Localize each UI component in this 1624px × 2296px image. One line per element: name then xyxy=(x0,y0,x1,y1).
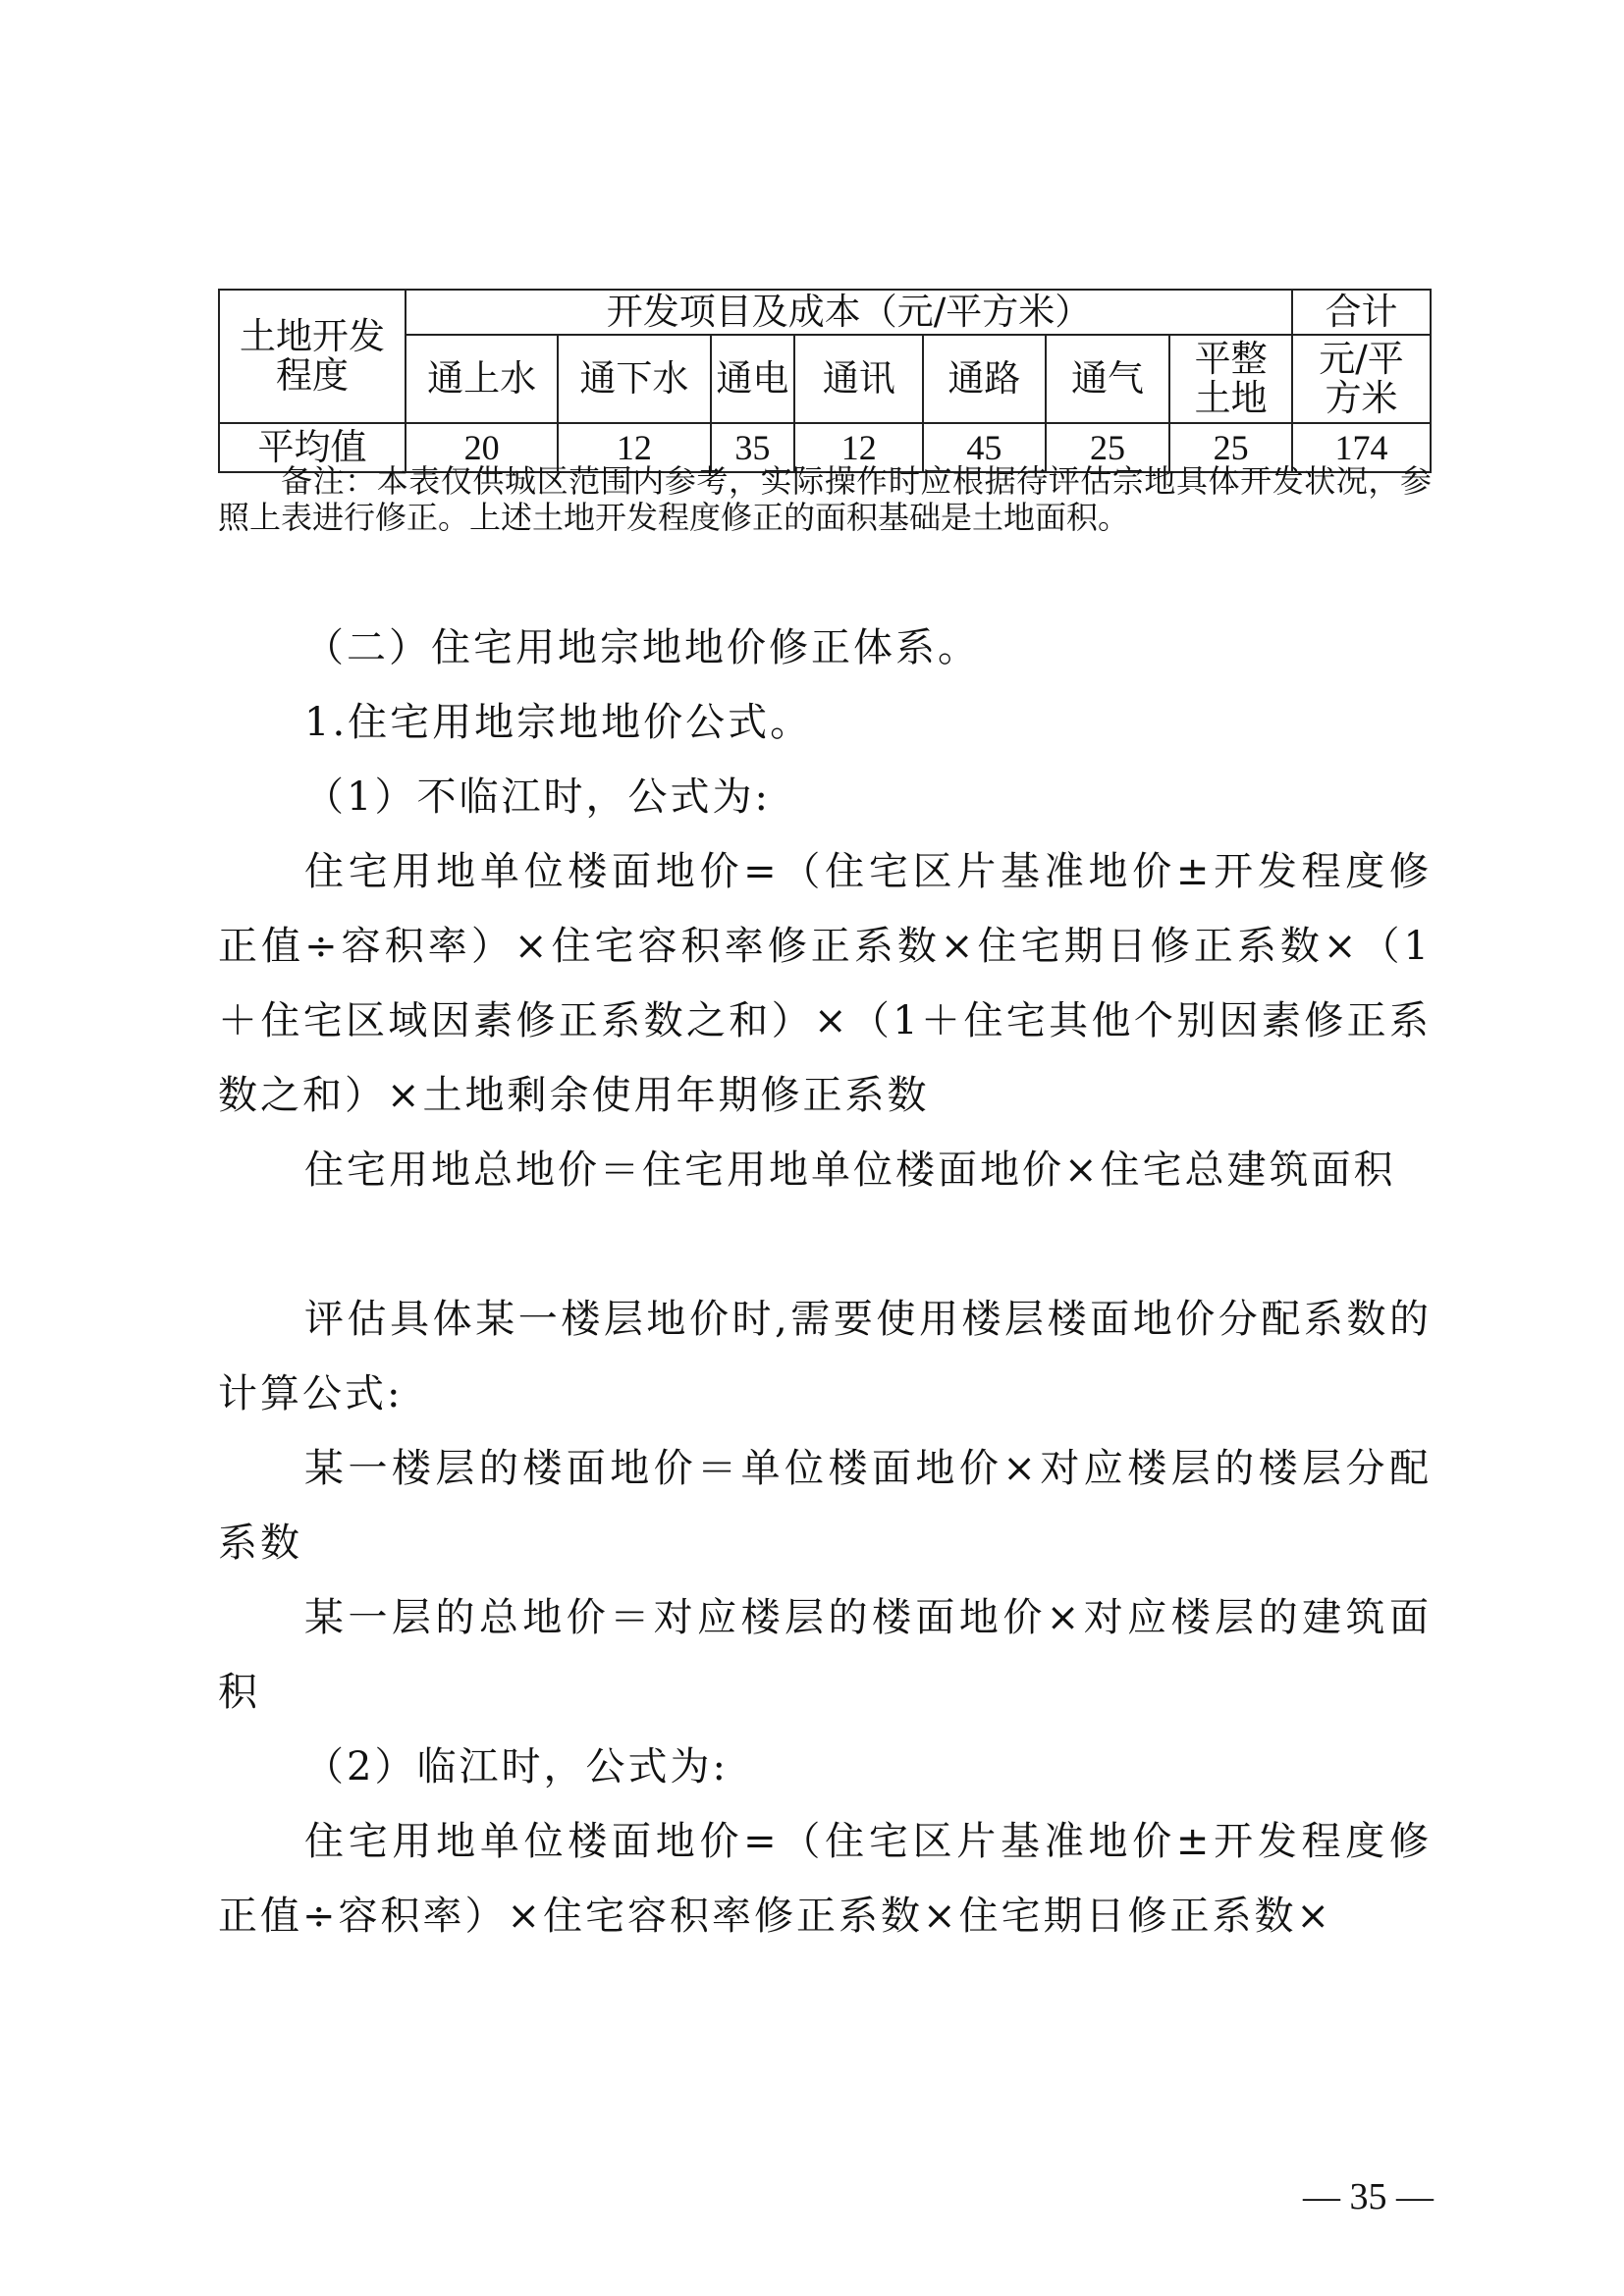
column-header-cell xyxy=(1169,335,1292,423)
formula-unit-floor-price-riverside: 住宅用地单位楼面地价=（住宅区片基准地价±开发程度修正值÷容积率）×住宅容积率修正系数×住宅期日修正系数× xyxy=(218,1819,1432,1939)
avg-value-cell: 45 xyxy=(923,423,1046,472)
row-header-cell xyxy=(219,290,406,423)
column-header: 通电 xyxy=(711,335,795,423)
table-note: 备注：本表仅供城区范围内参考，实际操作时应根据待评估宗地具体开发状况，参照上表进行修正。上述土地开发程度修正的面积基础是土地面积。 xyxy=(218,462,1432,536)
formula-floor-total-price: 某一层的总地价＝对应楼层的楼面地价×对应楼层的建筑面积 xyxy=(218,1595,1432,1715)
avg-value-cell: 12 xyxy=(794,423,923,472)
development-cost-table xyxy=(218,289,1432,473)
subsection-heading: 1.住宅用地宗地地价公式。 xyxy=(304,700,813,745)
case-heading-not-riverside: （1）不临江时，公式为: xyxy=(304,774,771,820)
section-heading: （二）住宅用地宗地地价修正体系。 xyxy=(304,625,980,670)
floor-price-intro: 评估具体某一楼层地价时,需要使用楼层楼面地价分配系数的计算公式: xyxy=(218,1297,1432,1416)
total-unit-cell xyxy=(1292,335,1431,423)
column-header: 通讯 xyxy=(794,335,923,423)
column-header: 平整土地 xyxy=(1194,338,1268,419)
column-header: 通上水 xyxy=(406,335,558,423)
column-header: 通气 xyxy=(1046,335,1170,423)
avg-value-cell: 12 xyxy=(558,423,710,472)
case-heading-riverside: （2）临江时，公式为: xyxy=(304,1744,729,1789)
column-header: 通下水 xyxy=(558,335,710,423)
group-header-cell: 开发项目及成本（元/平方米） xyxy=(406,290,1292,335)
avg-value-cell: 25 xyxy=(1169,423,1292,472)
column-header: 通路 xyxy=(923,335,1046,423)
avg-value-cell: 20 xyxy=(406,423,558,472)
total-unit-label: 元/平方米 xyxy=(1319,338,1404,419)
total-header-cell: 合计 xyxy=(1292,290,1431,335)
avg-total-cell: 174 xyxy=(1292,423,1431,472)
avg-value-cell: 25 xyxy=(1046,423,1170,472)
formula-floor-price: 某一楼层的楼面地价＝单位楼面地价×对应楼层的楼层分配系数 xyxy=(218,1446,1432,1566)
formula-total-land-price: 住宅用地总地价＝住宅用地单位楼面地价×住宅总建筑面积 xyxy=(304,1148,1396,1193)
row-header-label: 土地开发程度 xyxy=(240,315,385,397)
page-number: — 35 — xyxy=(1303,2176,1434,2217)
formula-unit-floor-price: 住宅用地单位楼面地价=（住宅区片基准地价±开发程度修正值÷容积率）×住宅容积率修正系数×住宅期日修正系数×（1＋住宅区域因素修正系数之和）×（1＋住宅其他个别因素修正系数之和）×土地剩余使用年期修正系数 xyxy=(218,849,1432,1118)
avg-label-cell: 平均值 xyxy=(219,423,406,472)
avg-value-cell: 35 xyxy=(711,423,795,472)
